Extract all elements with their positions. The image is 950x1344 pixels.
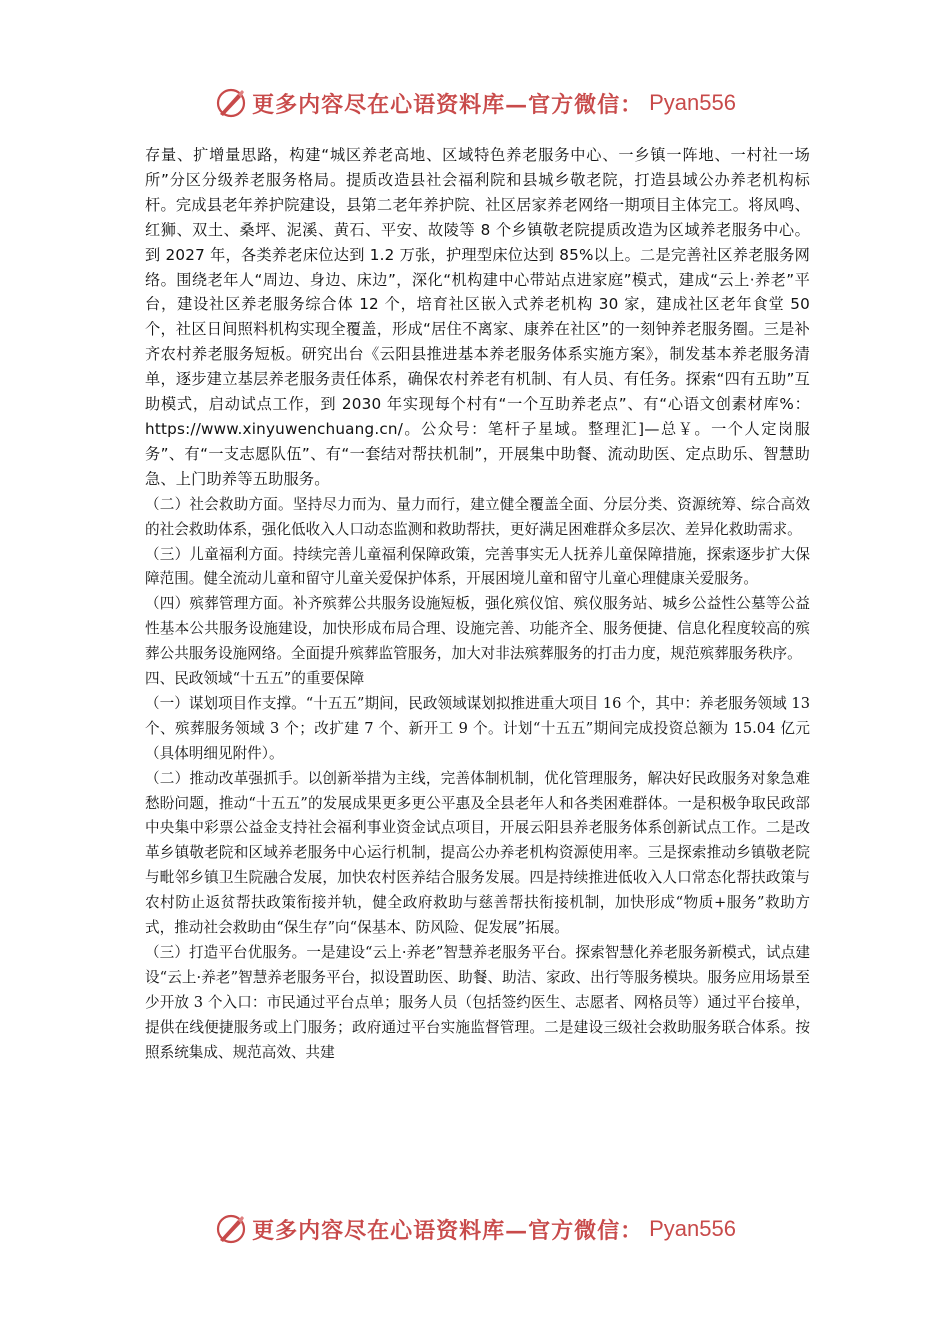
section-heading-guarantees: 四、民政领域“十五五”的重要保障 [145, 670, 365, 688]
pen-logo-icon [214, 86, 248, 120]
paragraph-reform: （二）推动改革强抓手。以创新举措为主线，完善体制机制，优化管理服务，解决好民政服务对象急难愁盼问题，推动“十五五”的发展成果更多更公平惠及全县老年人和各类困难群体。一是积极争取民政部中央集中彩票公益金支持社会福利事业资金试点项目，开展云阳县养老服务体系创新试点工作。二是改革乡镇敬老院和区域养老服务中心运行机制，提高公办养老机构资源使用率。三是探索推动乡镇敬老院与毗邻乡镇卫生院融合发展，加快农村医养结合服务发展。四是持续推进低收入人口常态化帮扶政策与农村防止返贫帮扶政策衔接并轨，健全政府救助与慈善帮扶衔接机制，加快形成“物质+服务”救助方式，推动社会救助由“保生存”向“保基本、防风险、促发展”拓展。 [145, 769, 810, 937]
paragraph-projects: （一）谋划项目作支撑。“十五五”期间，民政领域谋划拟推进重大项目 16 个，其中：养老服务领域 13 个、殡葬服务领域 3 个；改扩建 7 个、新开工 9 个。计划“十五五”期间完成投资总额为 15.04 亿元（具体明细见附件）。 [145, 694, 810, 762]
body-content [145, 143, 810, 1066]
paragraph-elderly-care: 存量、扩增量思路，构建“城区养老高地、区域特色养老服务中心、一乡镇一阵地、一村社一场所”分区分级养老服务格局。提质改造县社会福利院和县城乡敬老院，打造县域公办养老机构标杆。完成县老年养护院建设，县第二老年养护院、社区居家养老网络一期项目主体完工。将凤鸣、红狮、双土、桑坪、泥溪、黄石、平安、故陵等 8 个乡镇敬老院提质改造为区域养老服务中心。到 2027 年，各类养老床位达到 1.2 万张，护理型床位达到 85%以上。二是完善社区养老服务网络。围绕老年人“周边、身边、床边”，深化“机构建中心带站点进家庭”模式，建成“云上·养老”平台，建设社区养老服务综合体 12 个，培育社区嵌入式养老机构 30 家，建成社区老年食堂 50 个，社区日间照料机构实现全覆盖，形成“居住不离家、康养在社区”的一刻钟养老服务圈。三是补齐农村养老服务短板。研究出台《云阳县推进基本养老服务体系实施方案》，制发基本养老服务清单，逐步建立基层养老服务责任体系，确保农村养老有机制、有人员、有任务。探索“四有五助”互助模式，启动试点工作，到 2030 年实现每个村有“一个互助养老点”、有“心语文创素材库%：https://www.xinyuwenchuang.cn/。公众号：笔杆子星域。整理汇]—总￥。一个人定岗服务”、有“一支志愿队伍”、有“一套结对帮扶机制”，开展集中助餐、流动助医、定点助乐、智慧助急、上门助养等五助服务。 [145, 146, 810, 488]
banner-text: 更多内容尽在心语资料库—官方微信： [252, 1217, 644, 1244]
banner-wechat-id: Pyan556 [649, 1216, 736, 1241]
header-banner [0, 78, 950, 128]
banner-text: 更多内容尽在心语资料库—官方微信： [252, 91, 644, 118]
paragraph-platform: （三）打造平台优服务。一是建设“云上·养老”智慧养老服务平台。探索智慧化养老服务新模式，试点建设“云上·养老”智慧养老服务平台，拟设置助医、助餐、助洁、家政、出行等服务模块。服务应用场景至少开放 3 个入口：市民通过平台点单；服务人员（包括签约医生、志愿者、网格员等）通过平台接单，提供在线便捷服务或上门服务；政府通过平台实施监督管理。二是建设三级社会救助服务联合体系。按照系统集成、规范高效、共建 [145, 944, 810, 1061]
banner-wechat-id: Pyan556 [649, 90, 736, 115]
paragraph-funeral-management: （四）殡葬管理方面。补齐殡葬公共服务设施短板，强化殡仪馆、殡仪服务站、城乡公益性公墓等公益性基本公共服务设施建设，加快形成布局合理、设施完善、功能齐全、服务便捷、信息化程度较高的殡葬公共服务设施网络。全面提升殡葬监管服务，加大对非法殡葬服务的打击力度，规范殡葬服务秩序。 [145, 595, 810, 663]
paragraph-social-assistance: （二）社会救助方面。坚持尽力而为、量力而行，建立健全覆盖全面、分层分类、资源统筹、综合高效的社会救助体系，强化低收入人口动态监测和救助帮扶，更好满足困难群众多层次、差异化救助需求。 [145, 495, 810, 538]
paragraph-child-welfare: （三）儿童福利方面。持续完善儿童福利保障政策，完善事实无人抚养儿童保障措施，探索逐步扩大保障范围。健全流动儿童和留守儿童关爱保护体系，开展困境儿童和留守儿童心理健康关爱服务。 [145, 545, 810, 588]
pen-logo-icon [214, 1212, 248, 1246]
footer-banner [0, 1204, 950, 1254]
